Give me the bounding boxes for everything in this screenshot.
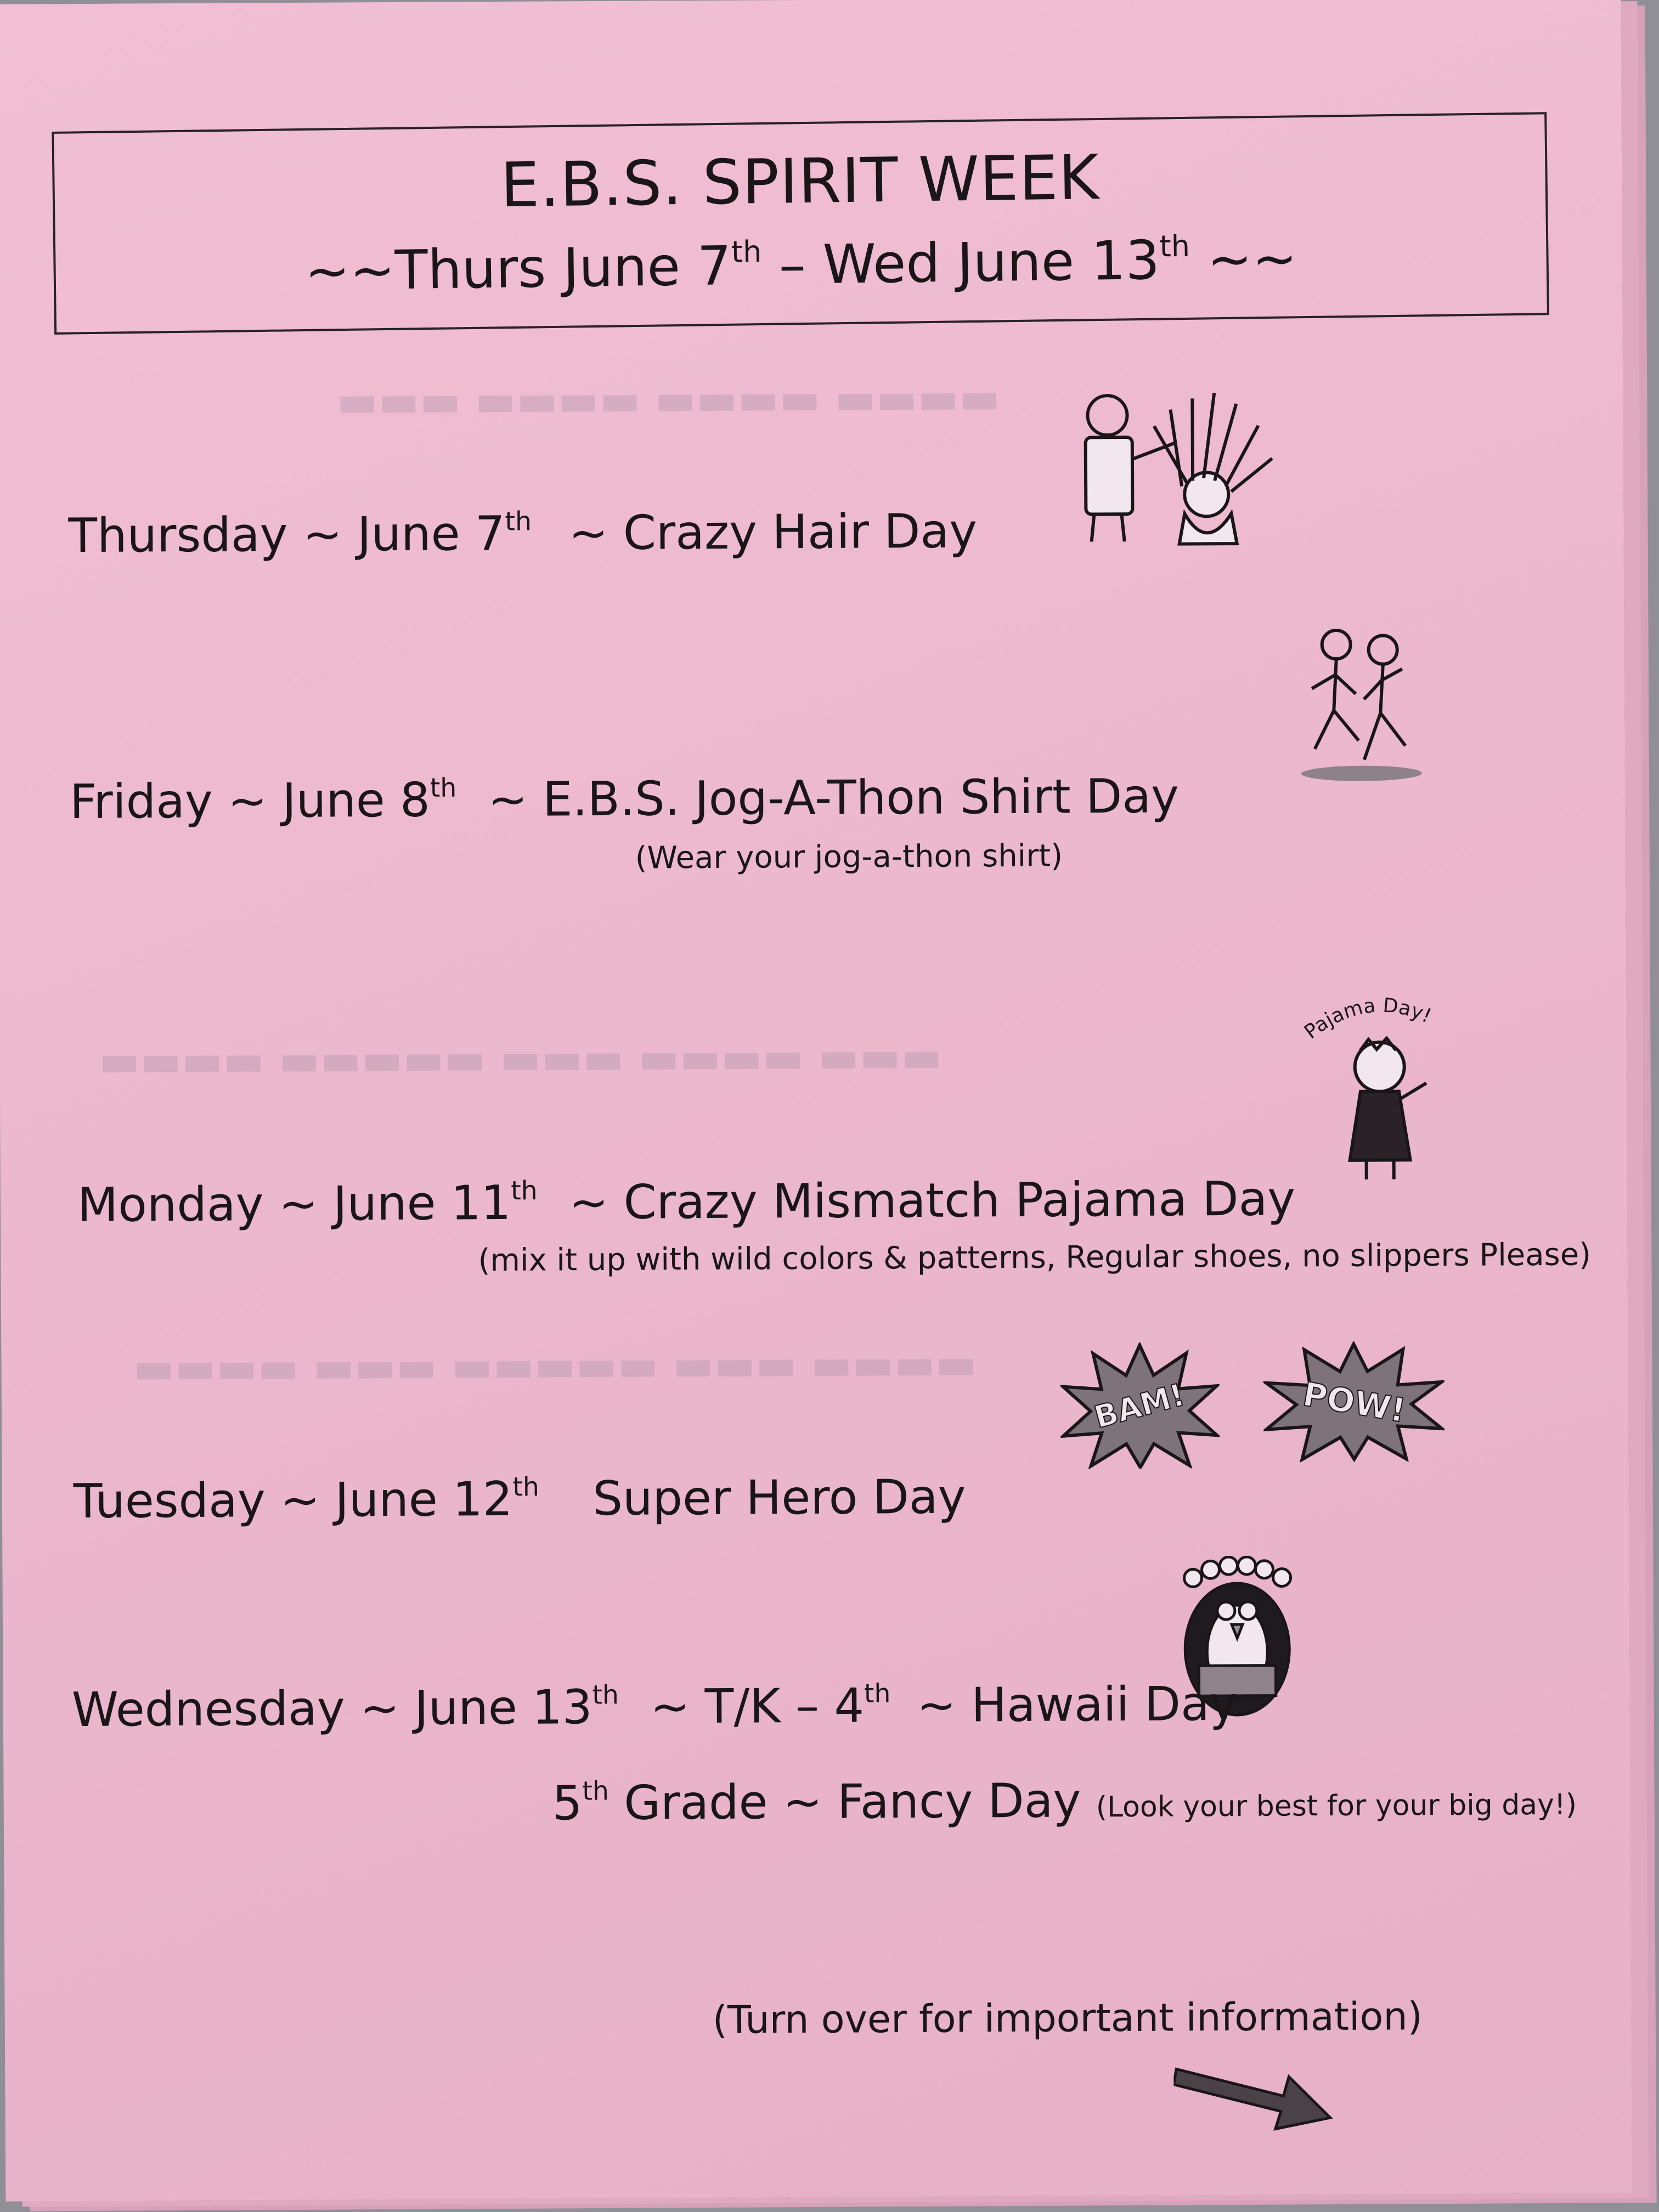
svg-text:Pajama Day!: Pajama Day! [1300,994,1435,1044]
monday-date: Monday ~ June 11th [77,1175,538,1233]
show-through-text: ▬▬▬ ▬▬▬▬ ▬▬▬ ▬▬▬▬▬ ▬▬▬▬ [98,1030,943,1086]
wednesday-grades: ~ T/K – 4th [650,1678,891,1735]
arrow-right-icon [1173,2046,1333,2135]
wednesday-theme: ~ Hawaii Day [916,1676,1238,1734]
friday-line [70,769,1179,830]
fifth-grade-note: (Look your best for your big day!) [1096,1788,1577,1824]
wednesday-line [72,1677,1238,1737]
show-through-text: ▬▬▬▬ ▬▬▬▬ ▬▬▬▬ ▬▬▬ [336,372,1001,427]
monday-line [77,1171,1296,1233]
header-box [52,112,1549,335]
tuesday-theme: Super Hero Day [592,1469,966,1527]
wednesday-date: Wednesday ~ June 13th [71,1680,619,1738]
monday-note: (mix it up with wild colors & patterns, Regular shoes, no slippers Please) [478,1237,1592,1279]
date-range: ~~Thurs June 7th – Wed June 13th ~~ [304,227,1298,303]
fifth-grade-line [552,1771,1577,1831]
pow-burst-icon [1263,1341,1444,1463]
bam-burst-icon [1060,1342,1220,1469]
svg-text:POW!: POW! [1300,1375,1409,1431]
pajama-kid-icon [1289,990,1471,1188]
tuesday-line [74,1470,966,1530]
show-through-text: ▬▬▬▬ ▬▬▬ ▬▬▬▬▬ ▬▬▬ ▬▬▬▬ [133,1338,977,1393]
friday-date: Friday ~ June 8th [69,772,457,830]
tuesday-date: Tuesday ~ June 12th [73,1471,540,1530]
barber-haircut-icon [1055,376,1286,552]
friday-theme: ~ E.B.S. Jog-A-Thon Shirt Day [488,769,1180,828]
thursday-date: Thursday ~ June 7th [68,506,532,564]
monday-theme: ~ Crazy Mismatch Pajama Day [568,1171,1296,1231]
thursday-line [68,504,977,563]
friday-note: (Wear your jog-a-thon shirt) [635,838,1063,876]
svg-text:BAM!: BAM! [1090,1377,1189,1436]
joggers-icon [1292,622,1430,787]
fifth-grade-label: 5th Grade ~ Fancy Day [552,1773,1081,1831]
page-title: E.B.S. SPIRIT WEEK [500,142,1100,222]
turn-over-note: (Turn over for important information) [712,1994,1423,2042]
thursday-theme: ~ Crazy Hair Day [568,504,978,561]
